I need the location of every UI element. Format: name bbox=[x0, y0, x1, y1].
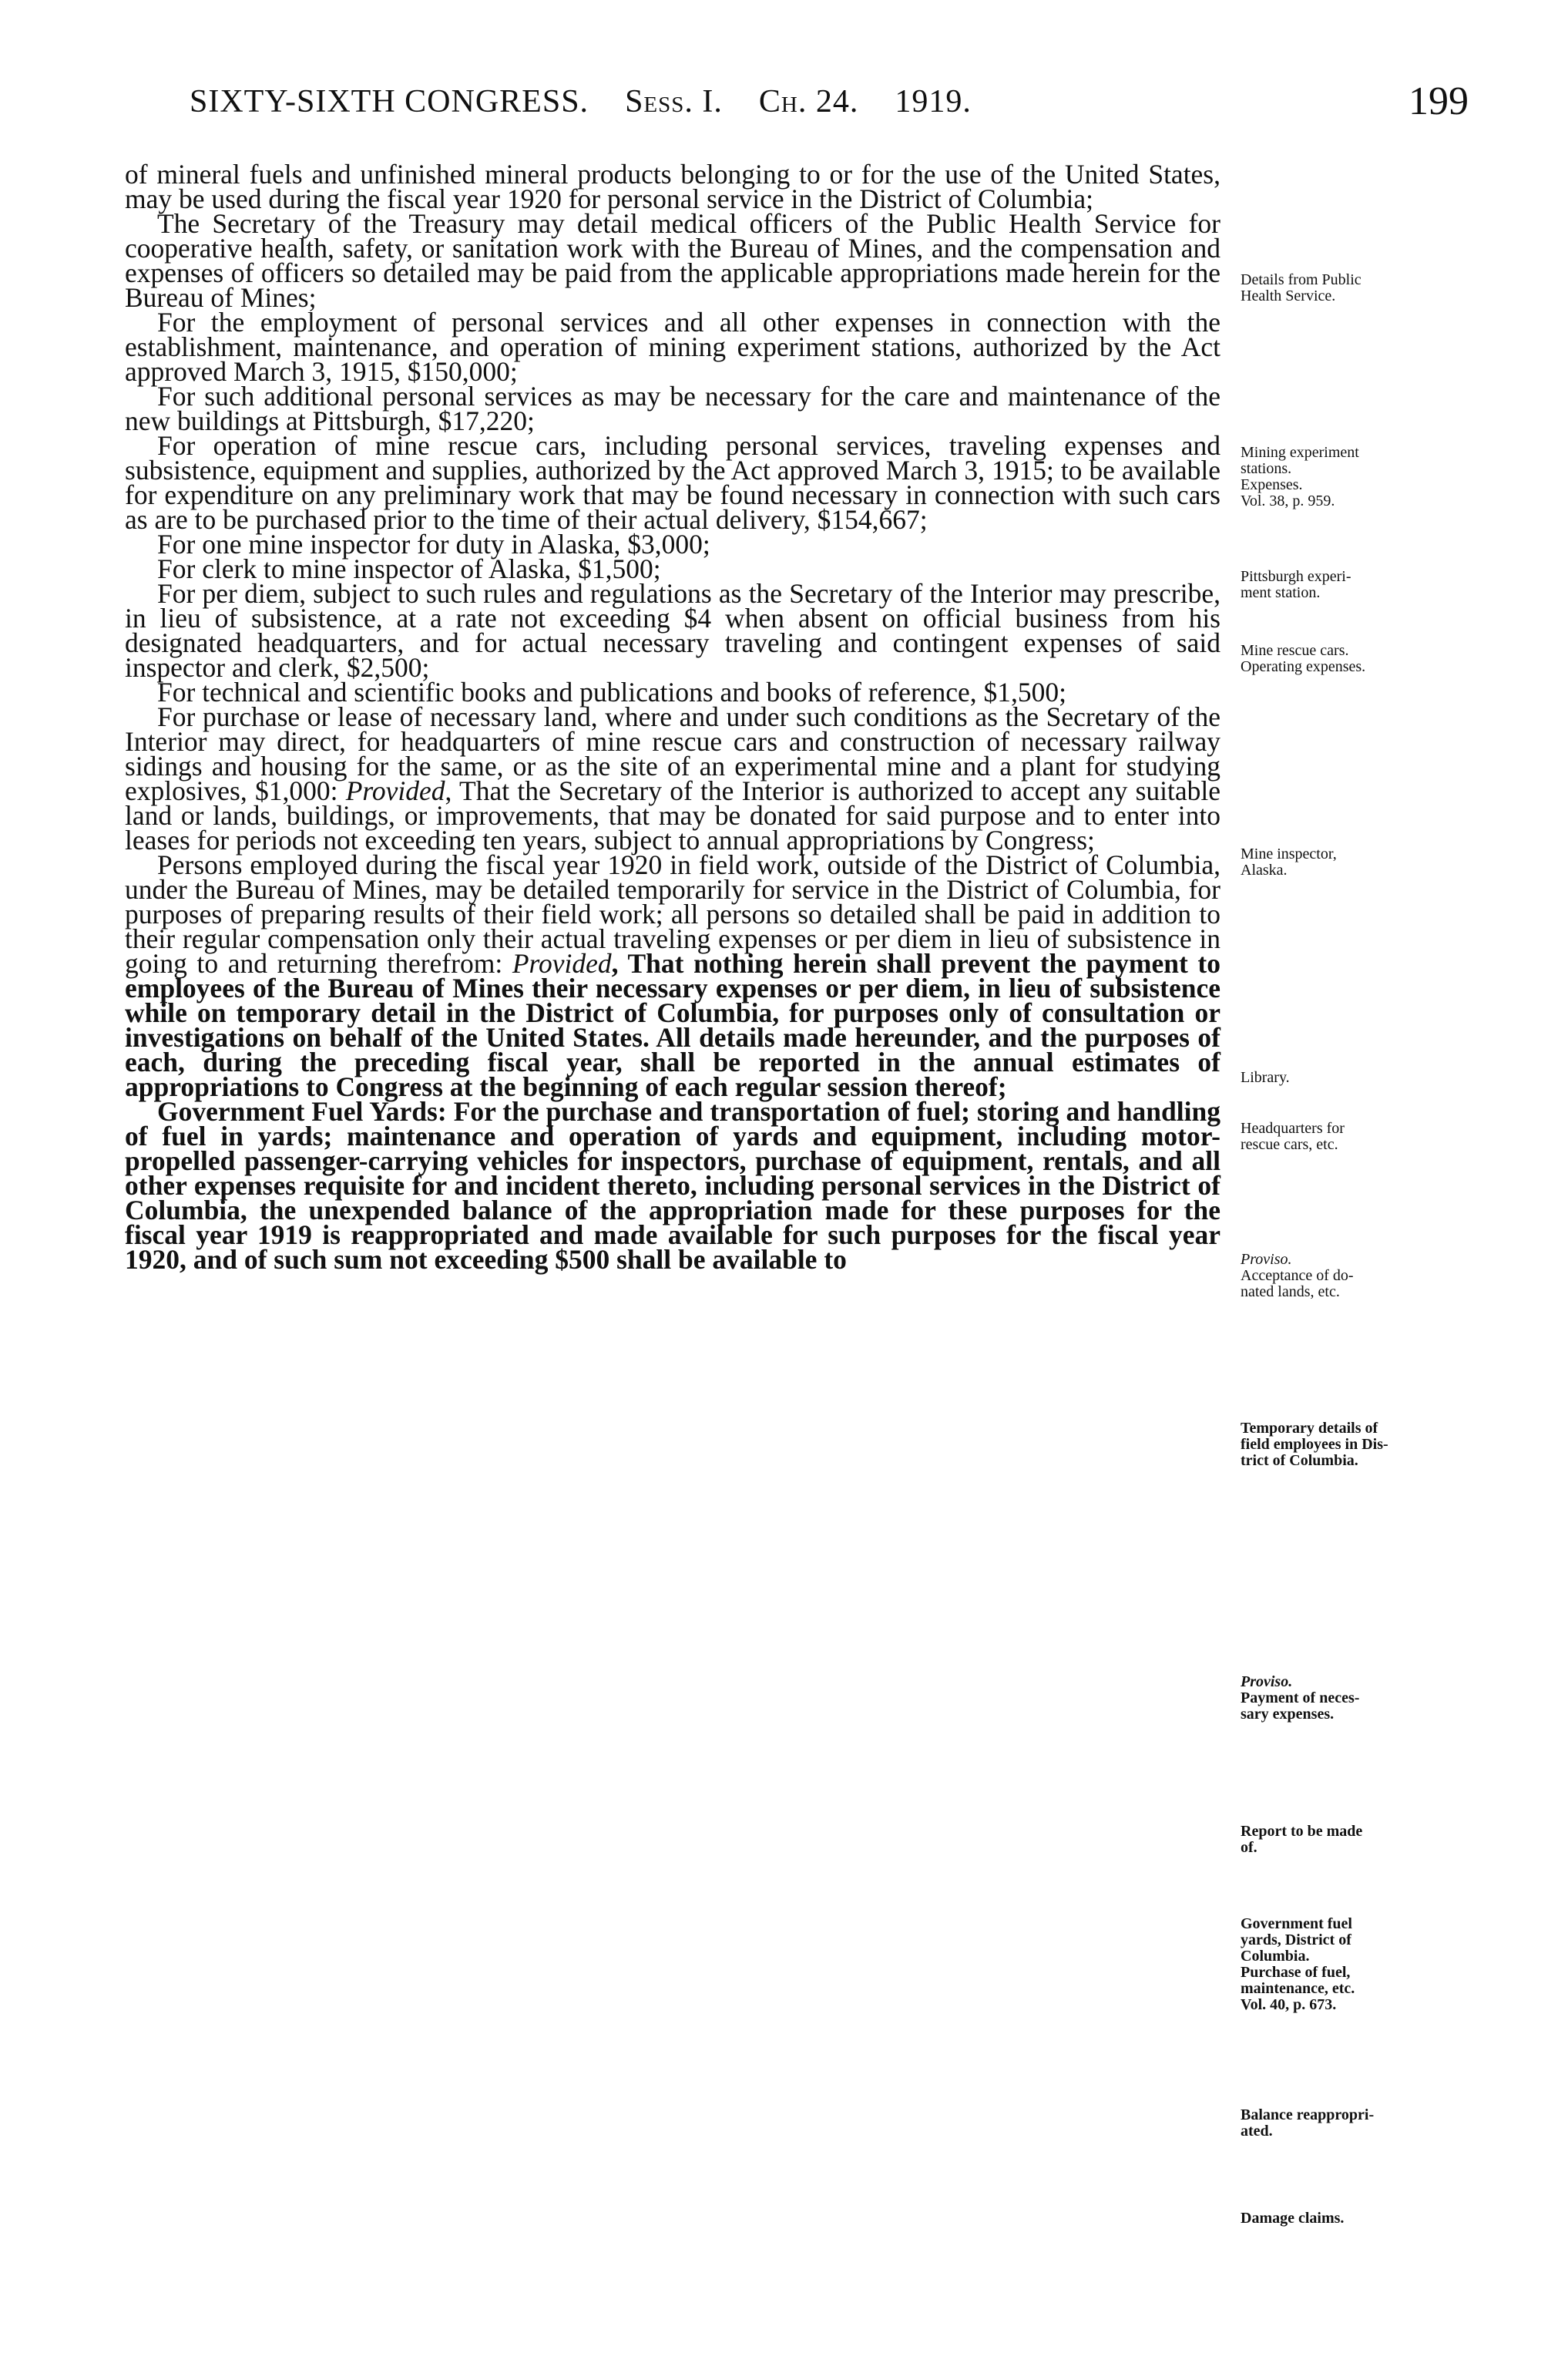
margin-note: Library. bbox=[1241, 1069, 1290, 1086]
paragraph: For one mine inspector for duty in Alaska, $3,000; bbox=[157, 529, 710, 560]
paragraph: of mineral fuels and unfinished mineral products belonging to or for the use of the United States, may be used during the fiscal year 1920 for personal service in the District of Columbia; bbox=[125, 159, 1220, 214]
margin-note: Proviso. Payment of neces- sary expenses. bbox=[1241, 1673, 1360, 1723]
paragraph bbox=[125, 849, 1220, 1102]
year-label: 1919. bbox=[895, 84, 972, 119]
margin-note: Balance reappropri- ated. bbox=[1241, 2106, 1375, 2140]
margin-note: Government fuel yards, District of Columbia. Purchase of fuel, maintenance, etc. Vol. 40, p. 673. bbox=[1241, 1915, 1355, 2013]
paragraph: For per diem, subject to such rules and regulations as the Secretary of the Interior may prescribe, in lieu of subsistence, at a rate not exceeding $4 when absent on official business from his designated headquarters, and for actual necessary traveling and contingent expenses of said inspector and clerk, $2,500; bbox=[125, 578, 1220, 683]
congress-title: SIXTY-SIXTH CONGRESS. bbox=[190, 84, 589, 119]
margin-note: Temporary details of field employees in Dis- trict of Columbia. bbox=[1241, 1420, 1388, 1469]
paragraph: The Secretary of the Treasury may detail medical officers of the Public Health Service for cooperative health, safety, or sanitation work with the Bureau of Mines, and the compensation and expenses of officers so detailed may be paid from the applicable appropriations made herein for the Bureau of Mines; bbox=[125, 208, 1220, 313]
margin-note: Damage claims. bbox=[1241, 2210, 1345, 2227]
paragraph: For technical and scientific books and publications and books of reference, $1,500; bbox=[157, 677, 1067, 708]
paragraph: For such additional personal services as may be necessary for the care and maintenance of the new buildings at Pittsburgh, $17,220; bbox=[125, 381, 1220, 436]
margin-note: Headquarters for rescue cars, etc. bbox=[1241, 1120, 1345, 1153]
margin-note: Report to be made of. bbox=[1241, 1823, 1363, 1856]
proviso-word: Provided bbox=[512, 948, 612, 979]
margin-note: Mining experiment stations. Expenses. Vol. 38, p. 959. bbox=[1241, 444, 1359, 509]
paragraph: For the employment of personal services and all other expenses in connection with the establishment, maintenance, and operation of mining experiment stations, authorized by the Act approved March 3, 1915, $150,000; bbox=[125, 307, 1220, 387]
paragraph: For operation of mine rescue cars, including personal services, traveling expenses and subsistence, equipment and supplies, authorized by the Act approved March 3, 1915; to be available for expenditure on any preliminary work that may be found necessary in connection with such cars as are to be purchased prior to the time of their actual delivery, $154,667; bbox=[125, 430, 1220, 535]
paragraph-text: For purchase or lease of necessary land, where and under such conditions as the Secretary of the Interior may direct, for headquarters of mine rescue cars and construction of necessary railway sidings and housing for the same, or as the site of an experimental mine and a plant for studying explosives, $1,000: bbox=[125, 701, 1220, 806]
paragraph-text: , That the Secretary of the Interior is authorized to accept any suitable land or lands, buildings, or improvements, that may be donated for said purpose and to enter into leases for periods not exceeding ten years, subject to annual appropriations by Congress; bbox=[125, 775, 1221, 856]
proviso-word: Provided bbox=[345, 775, 445, 806]
paragraph bbox=[125, 701, 1221, 856]
chapter-label: Ch. 24. bbox=[758, 84, 859, 119]
paragraph: For clerk to mine inspector of Alaska, $1,500; bbox=[157, 553, 661, 584]
margin-note: Mine inspector, Alaska. bbox=[1241, 845, 1337, 879]
page-header bbox=[190, 79, 1469, 137]
paragraph: Government Fuel Yards: For the purchase and transportation of fuel; storing and handling of fuel in yards; maintenance and operation of yards and equipment, including motor-propelled passenger-carrying vehicles for inspectors, purchase of equipment, rentals, and all other expenses requisite for and incident thereto, including personal services in the District of Columbia, the unexpended balance of the appropriation made for these purposes for the fiscal year 1919 is reappropriated and made available for such purposes for the fiscal year 1920, and of such sum not exceeding $500 shall be available to bbox=[125, 1096, 1220, 1275]
margin-note: Details from Public Health Service. bbox=[1241, 271, 1362, 304]
running-head bbox=[190, 83, 972, 120]
page-number: 199 bbox=[1409, 79, 1469, 123]
margin-note: Proviso. Acceptance of do- nated lands, etc. bbox=[1241, 1251, 1354, 1300]
statute-text bbox=[125, 159, 1221, 1275]
margin-note: Pittsburgh experi- ment station. bbox=[1241, 568, 1351, 601]
session-label: Sess. I. bbox=[625, 84, 723, 119]
paragraph-text: , That nothing herein shall prevent the payment to employees of the Bureau of Mines their necessary expenses or per diem, in lieu of subsistence while on temporary detail in the District of Columbia, for purposes only of consultation or investigations on behalf of the United States. All details made hereunder, and the purposes of each, during the preceding fiscal year, shall be reported in the annual estimates of appropriations to Congress at the beginning of each regular session thereof; bbox=[125, 948, 1220, 1102]
paragraph-text: Persons employed during the fiscal year 1920 in field work, outside of the District of Columbia, under the Bureau of Mines, may be detailed temporarily for service in the District of Columbia, for purposes of preparing results of their field work; all persons so detailed shall be paid in addition to their regular compensation only their actual traveling expenses or per diem in lieu of subsistence in going to and returning therefrom: bbox=[125, 849, 1220, 979]
margin-note: Mine rescue cars. Operating expenses. bbox=[1241, 642, 1366, 675]
